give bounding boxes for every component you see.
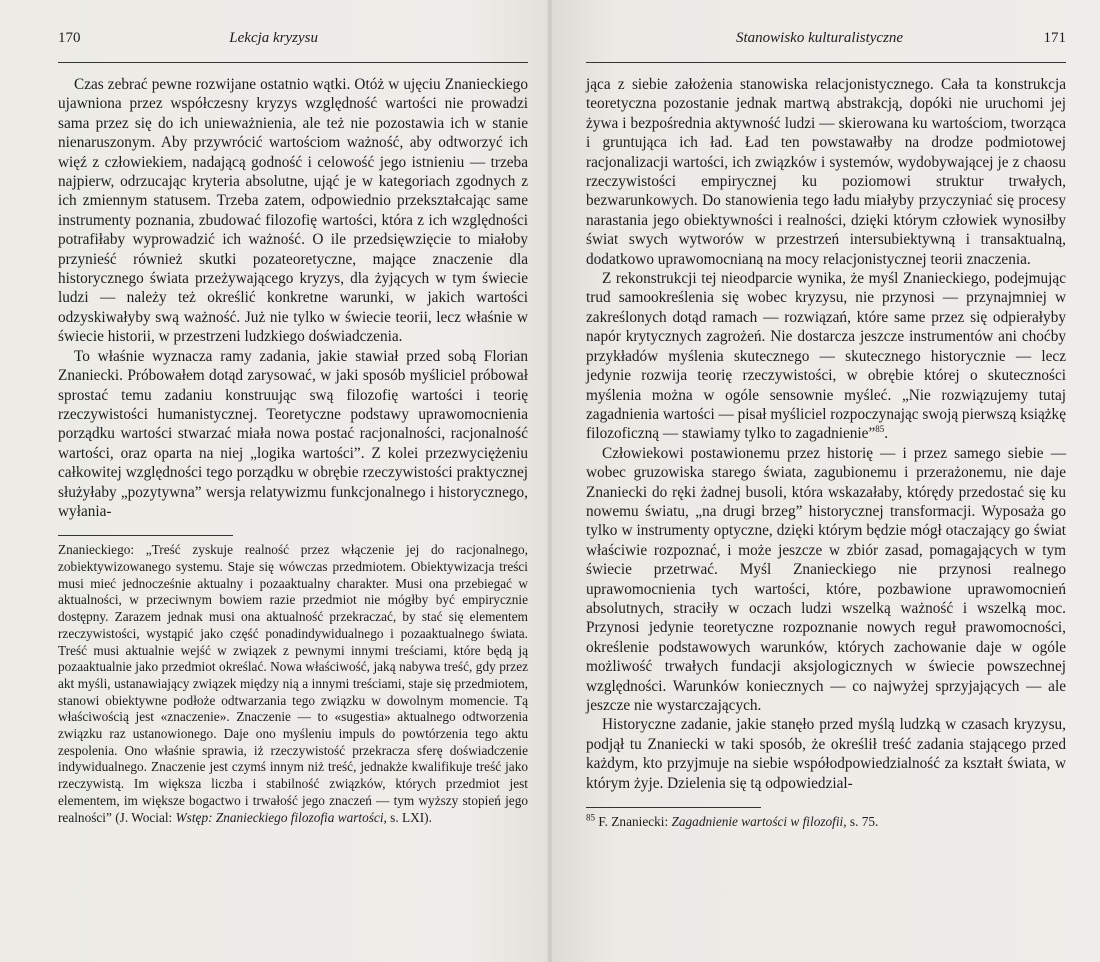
right-running-head: Stanowisko kulturalistyczne xyxy=(736,30,904,46)
right-paragraph-1: jąca z siebie założenia stanowiska relacjonistycznego. Cała ta konstrukcja teoretyczna pozostanie jednak martwą abstrakcją, dopóki nie uruchomi jej żywa i bezpośrednia aktywność ludzi — skierowana ku wartościom, tworząca i gruntująca ich ład. Ład ten powstawałby na drodze podmiotowej racjonalizacji wartości, ich związków i systemów, wydobywającej je z chaosu rzeczywistości empirycznej ku poziomowi struktur trwałych, bezwarunkowych. Do stanowienia tego ładu miałyby przyczyniać się procesy narastania jego obiektywności i realności, dzięki którym człowiek wynosiłby świat swych wytworów w przestrzeń intersubiektywną i transaktualną, dodatkowo uprawomocnianą na mocy relacjonistycznej teorii znaczenia. xyxy=(586,76,1066,268)
right-paragraph-4: Historyczne zadanie, jakie stanęło przed myślą ludzką w czasach kryzysu, podjął tu Znaniecki w taki sposób, że określił treść zadania stającego przed każdym, kto przyjmuje na siebie współodpowiedzialność za kształt świata, w którym żyje. Dzielenia się tą odpowiedzial- xyxy=(586,716,1066,792)
left-footnote-end: , s. LXI). xyxy=(383,809,432,825)
left-body-text xyxy=(58,75,528,521)
right-footnote-pages: , s. 75. xyxy=(843,814,879,830)
right-page-header xyxy=(586,30,1066,54)
left-footnote-rule xyxy=(58,535,233,536)
right-footnote-author: F. Znaniecki: xyxy=(595,814,672,830)
left-page-header xyxy=(58,30,528,54)
left-footnote-source: Wstęp: Znanieckiego filozofia wartości xyxy=(175,809,384,825)
right-page xyxy=(550,0,1100,962)
left-header-rule xyxy=(58,62,528,63)
left-paragraph-1: Czas zebrać pewne rozwijane ostatnio wątki. Otóż w ujęciu Znanieckiego ujawniona przez współczesny kryzys względność wartości nie prowadzi sama przez się do ich unieważnienia, ale też nie pozostawia ich w stanie nienaruszonym. Aby przywrócić wartościom ważność, aby odtworzyć ich więź z człowiekiem, nadającą godność i celowość jego istnieniu — trzeba najpierw, odrzucając kryteria absolutne, ująć je w kategoriach zgodnych z ich zmiennym statusem. Trzeba zatem, odpowiednio przekształcając same instrumenty poznania, zbudować filozofię wartości, która z ich względności potrafiłaby wyprowadzić ich ważność. O ile przedsięwzięcie to miałoby przynieść również skutki pozateoretyczne, mające znaczenie dla historycznego świata przeżywającego kryzys, dla żyjących w tym świecie ludzi — należy też określić konkretne warunki, w jakich wartości odzyskiwałyby swą ważność. Już nie tylko w świecie teorii, lecz właśnie w świecie historii, w przestrzeni ludzkiego doświadczenia. xyxy=(58,76,528,346)
left-paragraph-2: To właśnie wyznacza ramy zadania, jakie stawiał przed sobą Florian Znaniecki. Próbowałem dotąd zarysować, w jaki sposób myśliciel próbował sprostać temu zadaniu konstruując swą filozofię wartości i teorię rzeczywistości humanistycznej. Teoretyczne podstawy uprawomocnienia porządku wartości stwarzać miała nowa postać racjonalności, racjonalność wartości, oraz oparta na niej „logika wartości”. Z kolei przezwyciężeniu całkowitej względności tego porządku w obrębie rzeczywistości praktycznej służyłaby „pozytywna” wersja relatywizmu funkcjonalnego i historycznego, wyłania- xyxy=(58,347,528,520)
left-footnote-text: Znanieckiego: „Treść zyskuje realność przez włączenie jej do racjonalnego, zobiektywizowanego systemu. Staje się wówczas przedmiotem. Obiektywizacja treści musi mieć jednocześnie aktualny i pozaaktualny charakter. Musi ona przebiegać w aktualności, w przeciwnym bowiem razie przedmiot nie mógłby być empirycznie dostępny. Zarazem jednak musi ona aktualność przekraczać, by stać się elementem rzeczywistości, wystąpić jako część ponadindywidualnego i pozaaktualnego świata. Treść musi aktualnie wejść w związek z pewnymi innymi treściami, które będą ją pozaaktualnie jako przedmiot określać. Nowa właściwość, jaką nabywa treść, gdy przez akt myśli, ustanawiający związek między nią a innymi treściami, staje się przedmiotem, stanowi obiektywne podłoże odtwarzania tego związku w dowolnym momencie. Tą właściwością jest «znaczenie». Znaczenie — to «sugestia» aktualnego odtworzenia związku raz ustanowionego. Daje ono myśleniu impuls do powtórzenia tego aktu zespolenia. Ono właśnie sprawia, iż rzeczywistość przekracza sferę doświadczenie indywidualnego. Znaczenie jest czymś innym niż treść, jednakże kwalifikuje treść jako rzeczywistą. Im większa liczba i stabilność związków, których przedmiot jest elementem, im większe bogactwo i trwałość jego znaczeń — tym wyższy stopień jego realności” (J. Wocial: xyxy=(58,542,528,825)
left-page-number: 170 xyxy=(58,30,81,46)
right-header-rule xyxy=(586,62,1066,63)
right-paragraph-2-end: . xyxy=(884,425,889,443)
right-footnote-rule xyxy=(586,807,761,808)
right-page-number: 171 xyxy=(1043,30,1066,46)
right-paragraph-3: Człowiekowi postawionemu przez historię — i przez samego siebie — wobec gruzowiska starego świata, zagubionemu i przerażonemu, nie daje Znaniecki do ręki żadnej busoli, która wskazałaby, którędy przedostać się ku nowemu światu, „na drugi brzeg” historycznej transformacji. Wyposaża go tylko w instrumenty optyczne, dzięki którym będzie mógł otaczający go świat właściwie rozpoznać, i może jeszcze w zbiór zasad, pomagających w tym świecie przetrwać. Myśl Znanieckiego nie przynosi realnego uprawomocnienia tych wartości, które, pozbawione uprawomocnień absolutnych, straciły w oczach ludzi wszelką ważność i wszelką moc. Przynosi jedynie teoretyczne rozpoznanie nowych reguł prawomocności, określenie podstawowych warunków, których zachowanie daje w ogóle możliwość trwałych fundacji aksjologicznych w świecie powszechnej względności. Warunków koniecznych — co najwyżej sprzyjających — ale jeszcze nie wystarczających. xyxy=(586,444,1066,714)
right-body-text xyxy=(586,75,1066,793)
right-paragraph-2 xyxy=(586,269,1066,444)
left-footnote xyxy=(58,542,528,826)
left-running-head: Lekcja kryzysu xyxy=(229,30,318,46)
footnote-reference: 85 xyxy=(875,424,885,435)
right-footnote-number: 85 xyxy=(586,812,595,823)
right-paragraph-2-text: Z rekonstrukcji tej nieodparcie wynika, że myśl Znanieckiego, podejmując trud samookreślenia się wobec kryzysu, nie przynosi — przynajmniej w zakreślonych dotąd ramach — rozwiązań, które same przez się odpierałyby napór krytycznych zagrożeń. Nie dostarcza jeszcze instrumentów ani choćby przykładów myślenia skutecznego — skutecznego historycznie — lecz jedynie rozwija teorię rzeczywistości, w obrębie której o skuteczności myślenia można w ogóle sensownie myśleć. „Nie rozwiązujemy tutaj zagadnienia wartości — pisał myśliciel rozpoczynając swoją pierwszą książkę filozoficzną — stawiamy tylko to zagadnienie” xyxy=(586,270,1066,443)
right-footnote xyxy=(586,814,1066,831)
book-gutter xyxy=(546,0,554,962)
right-footnote-title: Zagadnienie wartości w filozofii xyxy=(671,814,844,830)
